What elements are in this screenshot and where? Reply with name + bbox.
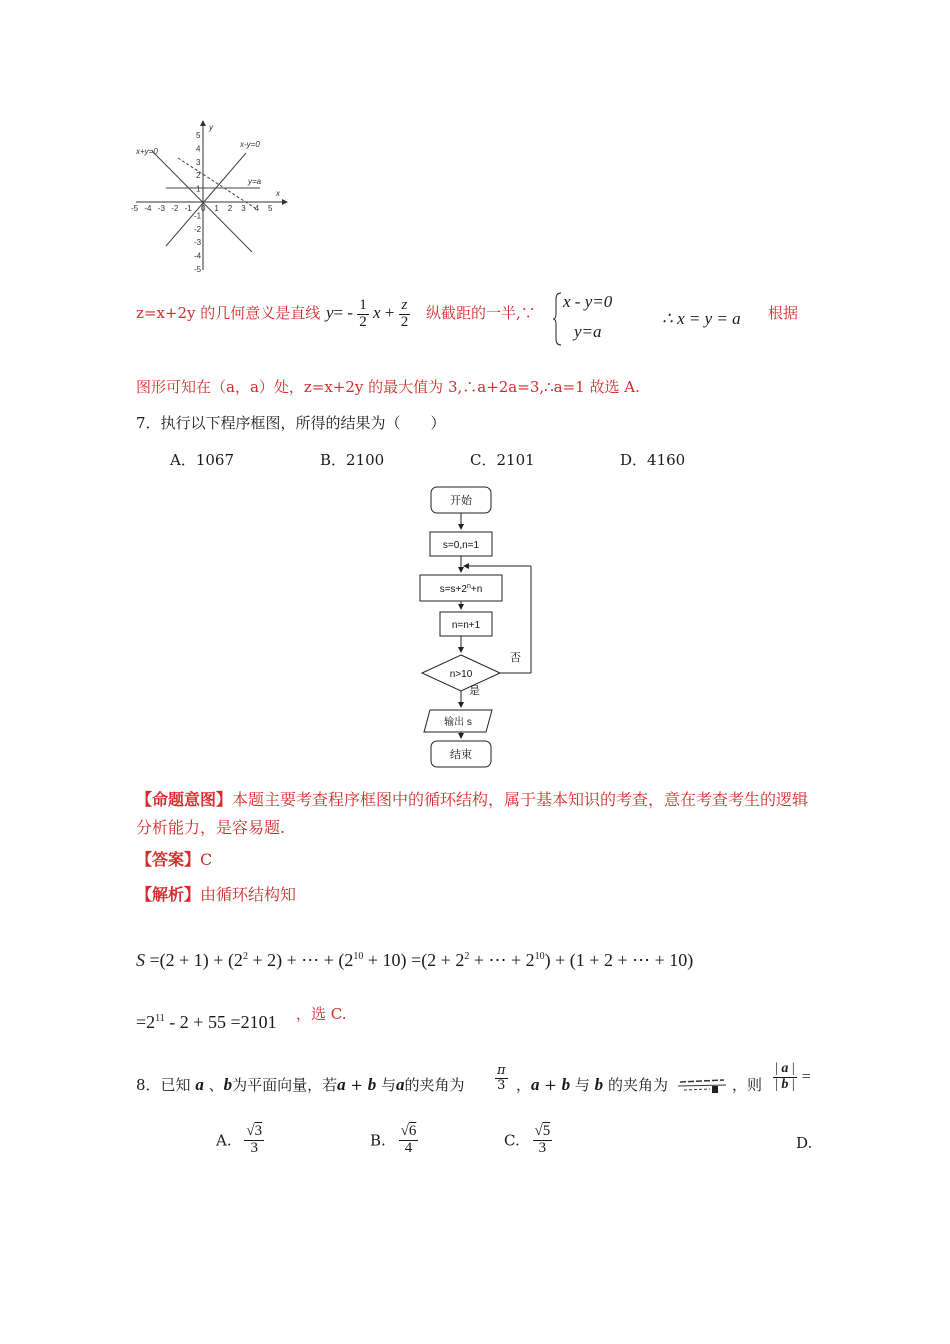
q8-option-a: A. $\frac{√3}{3}$ [216, 1123, 263, 1156]
q8-stem-pre: 8．已知 [136, 1076, 191, 1094]
x-tick-label: 1 [214, 204, 219, 213]
q8-option-d: D. [796, 1134, 813, 1152]
q7-analysis [136, 882, 296, 905]
q7-option-c: C．2101 [470, 451, 535, 469]
y-tick-label: -1 [194, 211, 202, 221]
q8-angle-frac: $\frac{\pi}{3}$ [497, 1063, 506, 1093]
flow-end-label: 结束 [450, 749, 472, 761]
answer-tag: 【答案】 [136, 850, 201, 869]
coordinate-graph [130, 118, 290, 278]
q8-stem-post: ，则 [732, 1076, 763, 1094]
q8-stem-mid1: 为平面向量，若 [232, 1076, 338, 1094]
x-tick-label: -4 [144, 204, 152, 213]
system-eq-2: y=a [574, 322, 602, 341]
q6-line1-mid: 纵截距的一半,∵ [426, 304, 536, 322]
x-tick-label: 3 [241, 204, 246, 213]
flow-output-label: 输出 s [444, 717, 472, 728]
q8-option-a-label: A. [216, 1131, 232, 1150]
x-tick-label: 0 [201, 204, 206, 213]
q8-stem-mid2: 的夹角为 [404, 1076, 465, 1094]
garbled-formula-image [676, 1074, 728, 1096]
x-tick-label: -2 [171, 204, 179, 213]
y-axis-label: y [209, 123, 213, 132]
y-tick-label: -4 [194, 251, 202, 261]
y-tick-label: -3 [194, 238, 202, 248]
q8-stem-part2: ，a + b 与 b 的夹角为 [516, 1075, 668, 1094]
analysis-tag: 【解析】 [136, 885, 201, 904]
line-label-xpy: x+y=0 [136, 147, 158, 156]
q7-option-b: B．2100 [320, 451, 385, 469]
q6-line1-pre: z=x+2y 的几何意义是直线 [136, 304, 321, 322]
line-label-ya: y=a [248, 177, 262, 186]
x-tick-label: 5 [268, 204, 273, 213]
q7-stem: 7．执行以下程序框图，所得的结果为（ ） [136, 414, 446, 432]
q8-option-c-label: C. [504, 1131, 520, 1150]
y-tick-label: 2 [196, 171, 201, 181]
flow-no-label: 否 [510, 652, 521, 664]
q7-option-d: D．4160 [620, 451, 686, 469]
x-tick-label: -5 [131, 204, 139, 213]
y-tick-label: -5 [194, 265, 202, 274]
flowchart [410, 482, 540, 772]
intent-tag: 【命题意图】 [136, 790, 233, 809]
flow-update-s-label: $s=s+2^n+n$ [439, 583, 483, 595]
x-axis-label: x [276, 189, 280, 198]
q8-option-b-label: B. [370, 1131, 386, 1150]
q8-stem-mid3: 的夹角为 [607, 1076, 668, 1094]
q6-line1-post: 根据 [768, 304, 799, 322]
analysis-text: 由循环结构知 [200, 885, 297, 904]
y-tick-label: 4 [196, 144, 201, 154]
sum-result: $=2^{11} - 2 + 55 =2101$ [136, 1012, 277, 1032]
q8-ratio: $\frac{| a |}{| b |}$ = [775, 1061, 811, 1092]
y-tick-label: 1 [196, 184, 201, 194]
intent-text-1: 本题主要考查程序框图中的循环结构，属于基本知识的考查，意在考查考生的逻辑 [232, 790, 809, 809]
flow-init-label: s=0,n=1 [442, 540, 480, 551]
system-eq-1: x - y=0 [563, 292, 613, 311]
q8-option-c: C. $\frac{√5}{3}$ [504, 1123, 551, 1156]
x-tick-label: 4 [254, 204, 260, 213]
q6-line-equation: y= - $\frac{1}{2}$ x + $\frac{z}{2}$ [326, 297, 409, 330]
q6-therefore: ∴ x = y = a [662, 309, 741, 328]
line-label-xmy: x-y=0 [240, 140, 260, 149]
q7-intent-line2: 分析能力，是容易题. [136, 818, 286, 837]
x-tick-label: -3 [157, 204, 165, 213]
sum-formula: $S =(2 + 1) + (2^2 + 2)$ + ⋯ + $(2^{10} + 10) =(2 + 2^2$ + ⋯ + $2^{10}) + (1 + 2$ + ⋯ + 10) [136, 950, 694, 970]
flow-start-label: 开始 [450, 495, 472, 507]
flow-yes-label: 是 [469, 685, 480, 697]
answer-value: C [200, 850, 213, 869]
q7-option-a: A．1067 [170, 451, 235, 469]
q7-answer [136, 847, 212, 870]
flow-update-n-label: n=n+1 [451, 620, 481, 631]
choose-c: ，选 C. [296, 1005, 347, 1023]
y-tick-label: 3 [196, 157, 201, 167]
q8-stem: 8．已知 a 、b为平面向量，若a + b 与a的夹角为 [136, 1075, 465, 1094]
y-tick-label: -2 [194, 224, 202, 234]
flow-decision-label: n>10 [449, 669, 473, 680]
q6-line2: 图形可知在（a，a）处，z=x+2y 的最大值为 3,∴a+2a=3,∴a=1 故选 A. [136, 378, 640, 396]
system-brace [552, 292, 562, 346]
q7-intent-line1 [136, 787, 808, 810]
x-tick-label: 2 [227, 204, 233, 213]
x-tick-label: -1 [184, 204, 192, 213]
y-tick-label: 5 [196, 131, 201, 140]
q8-option-b: B. $\frac{√6}{4}$ [370, 1123, 417, 1156]
